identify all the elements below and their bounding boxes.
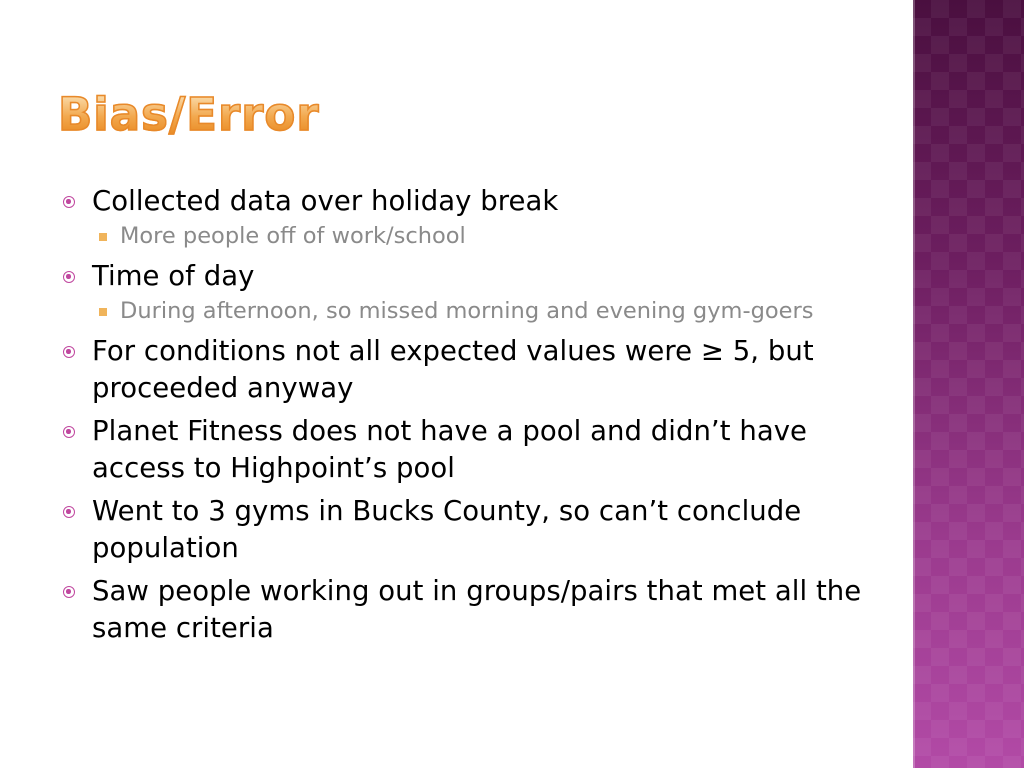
slide-title: Bias/Error — [58, 88, 320, 141]
slide-content — [62, 183, 892, 653]
circle-dot-bullet-icon — [63, 271, 75, 283]
circle-dot-bullet-icon — [63, 196, 75, 208]
sub-bullet-list — [92, 220, 892, 252]
bullet-text: Went to 3 gyms in Bucks County, so can’t conclude population — [92, 495, 802, 564]
decorative-side-band — [913, 0, 1024, 768]
sub-bullet-text: More people off of work/school — [120, 223, 466, 249]
bullet-text: Planet Fitness does not have a pool and didn’t have access to Highpoint’s pool — [92, 415, 808, 484]
circle-dot-bullet-icon — [63, 346, 75, 358]
square-bullet-icon — [99, 233, 107, 241]
sub-bullet-list — [92, 295, 892, 327]
bullet-text: Time of day — [92, 260, 255, 292]
list-item — [62, 493, 892, 567]
bullet-list — [62, 183, 892, 647]
circle-dot-bullet-icon — [63, 426, 75, 438]
list-item — [62, 183, 892, 252]
circle-dot-bullet-icon — [63, 506, 75, 518]
square-bullet-icon — [99, 308, 107, 316]
circle-dot-bullet-icon — [63, 586, 75, 598]
sub-bullet-text: During afternoon, so missed morning and evening gym-goers — [120, 298, 814, 324]
bullet-text: For conditions not all expected values were ≥ 5, but proceeded anyway — [92, 335, 814, 404]
bullet-text: Collected data over holiday break — [92, 185, 559, 217]
bullet-text: Saw people working out in groups/pairs that met all the same criteria — [92, 575, 862, 644]
sub-list-item — [92, 295, 892, 327]
sub-list-item — [92, 220, 892, 252]
list-item — [62, 573, 892, 647]
list-item — [62, 258, 892, 327]
list-item — [62, 413, 892, 487]
list-item — [62, 333, 892, 407]
